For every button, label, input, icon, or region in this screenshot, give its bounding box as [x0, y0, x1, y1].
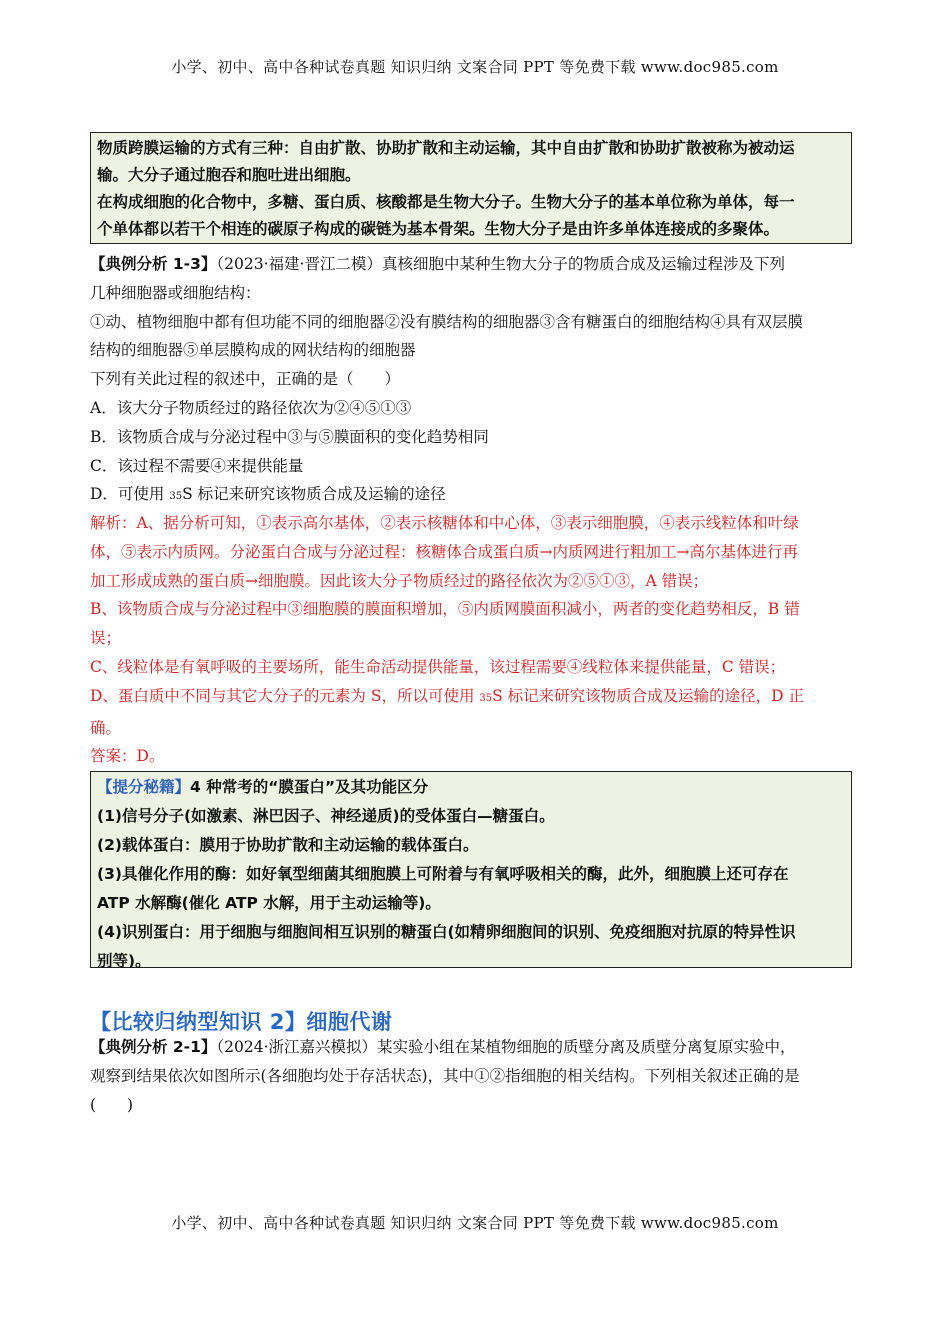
question-text: ①动、植物细胞中都有但功能不同的细胞器②没有膜结构的细胞器③含有糖蛋白的细胞结构④具有双层膜	[90, 312, 804, 331]
summary-line: 个单体都以若干个相连的碳原子构成的碳链为基本骨架。生物大分子是由许多单体连接成的多聚体。	[97, 220, 780, 238]
page-footer: 小学、初中、高中各种试卷真题 知识归纳 文案合同 PPT 等免费下载 www.doc985.com	[171, 1214, 779, 1232]
option-b: B．该物质合成与分泌过程中③与⑤膜面积的变化趋势相同	[90, 427, 489, 446]
option-c: C．该过程不需要④来提供能量	[90, 456, 304, 475]
tips-line: (1)信号分子(如激素、淋巴因子、神经递质)的受体蛋白—糖蛋白。	[97, 807, 555, 825]
analysis-line: 体，⑤表示内质网。分泌蛋白合成与分泌过程：核糖体合成蛋白质→内质网进行粗加工→高尔基体进行再	[90, 542, 798, 561]
tips-line: (2)载体蛋白：膜用于协助扩散和主动运输的载体蛋白。	[97, 836, 479, 854]
question-text: 几种细胞器或细胞结构：	[90, 283, 261, 302]
option-a: A．该大分子物质经过的路径依次为②④⑤①③	[90, 398, 412, 417]
summary-line: 物质跨膜运输的方式有三种：自由扩散、协助扩散和主动运输，其中自由扩散和协助扩散被称为被动运	[97, 139, 795, 157]
tips-line: (3)具催化作用的酶：如好氧型细菌其细胞膜上可附着与有氧呼吸相关的酶，此外，细胞膜上还可存在	[97, 865, 789, 883]
question-text: 观察到结果依次如图所示(各细胞均处于存活状态)，其中①②指细胞的相关结构。下列相关叙述正确的是	[90, 1066, 800, 1085]
question-text: ( )	[90, 1095, 134, 1114]
tips-line: ATP 水解酶(催化 ATP 水解，用于主动运输等)。	[97, 894, 441, 912]
page-header: 小学、初中、高中各种试卷真题 知识归纳 文案合同 PPT 等免费下载 www.doc985.com	[171, 58, 779, 76]
tips-line: (4)识别蛋白：用于细胞与细胞间相互识别的糖蛋白(如精卵细胞间的识别、免疫细胞对抗原的特异性识	[97, 923, 796, 941]
tips-box	[90, 771, 852, 968]
analysis-line: 误；	[90, 629, 122, 648]
example-2	[90, 1033, 862, 1119]
example-source: （2023·福建·晋江二模）真核细胞中某种生物大分子的物质合成及运输过程涉及下列	[216, 255, 785, 273]
example-tag: 【典例分析 2-1】	[90, 1038, 217, 1056]
analysis-line: 解析：A、据分析可知，①表示高尔基体，②表示核糖体和中心体，③表示细胞膜，④表示线粒体和叶绿	[90, 514, 799, 532]
option-d: D．可使用 35S 标记来研究该物质合成及运输的途径	[90, 485, 446, 504]
analysis-line: C、线粒体是有氧呼吸的主要场所，能生命活动提供能量，该过程需要④线粒体来提供能量，C 错误；	[90, 657, 786, 676]
question-text: 结构的细胞器⑤单层膜构成的网状结构的细胞器	[90, 341, 416, 360]
tips-title: 4 种常考的“膜蛋白”及其功能区分	[190, 778, 429, 796]
section-title: 【比较归纳型知识 2】细胞代谢	[90, 1010, 393, 1034]
example-source: （2024·浙江嘉兴模拟）某实验小组在某植物细胞的质壁分离及质壁分离复原实验中，	[216, 1038, 796, 1056]
question-prompt: 下列有关此过程的叙述中，正确的是（ ）	[90, 370, 401, 389]
tips-tag: 【提分秘籍】	[97, 778, 191, 796]
analysis-line: D、蛋白质中不同与其它大分子的元素为 S，所以可使用 35S 标记来研究该物质合成及运输的途径，D 正	[90, 686, 805, 705]
example-1	[90, 250, 862, 512]
summary-line: 输。大分子通过胞吞和胞吐进出细胞。	[97, 166, 361, 184]
analysis-block	[90, 509, 862, 771]
answer-line: 答案：D。	[90, 747, 165, 766]
summary-line: 在构成细胞的化合物中，多糖、蛋白质、核酸都是生物大分子。生物大分子的基本单位称为单体，每一	[97, 193, 795, 211]
analysis-line: B、该物质合成与分泌过程中③细胞膜的膜面积增加，⑤内质网膜面积减小，两者的变化趋势相反，B 错	[90, 600, 800, 619]
analysis-line: 加工形成成熟的蛋白质→细胞膜。因此该大分子物质经过的路径依次为②⑤①③，A 错误；	[90, 571, 709, 590]
example-tag: 【典例分析 1-3】	[90, 255, 217, 273]
tips-line: 别等)。	[97, 952, 151, 970]
summary-box	[90, 132, 852, 244]
analysis-line: 确。	[90, 718, 122, 737]
